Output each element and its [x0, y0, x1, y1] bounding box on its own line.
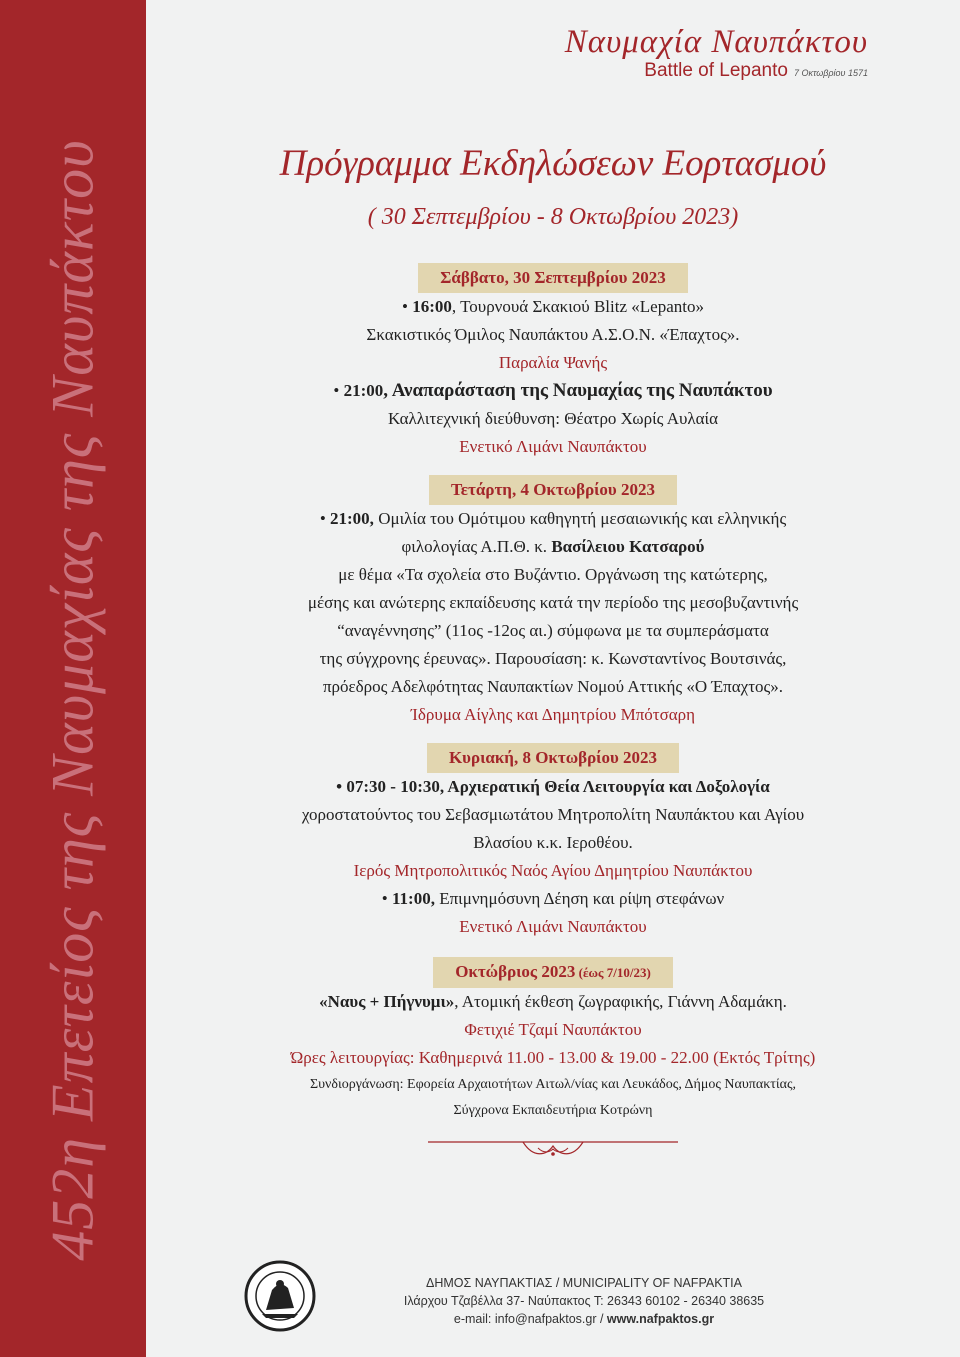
main-panel	[146, 0, 960, 1357]
event-title: , Αναπαράσταση της Ναυμαχίας της Ναυπάκτου	[383, 380, 773, 401]
event-text: Ομιλία του Ομότιμου καθηγητή μεσαιωνικής και ελληνικής	[373, 509, 787, 528]
footer-website-link[interactable]: www.nafpaktos.gr	[606, 1312, 715, 1326]
event-text-part: φιλολογίας Α.Π.Θ. κ.	[401, 537, 552, 556]
event-time: 21:00,	[330, 509, 374, 528]
event-organizer: Καλλιτεχνική διεύθυνση: Θέατρο Χωρίς Αυλαία	[387, 409, 719, 428]
municipality-seal-icon	[244, 1260, 316, 1332]
day-badge-sunday: Κυριακή, 8 Οκτωβρίου 2023	[427, 743, 679, 773]
badge-label: Οκτώβριος 2023	[455, 962, 576, 981]
co-organizers: Συνδιοργάνωση: Εφορεία Αρχαιοτήτων Αιτωλ/νίας και Λευκάδος, Δήμος Ναυπακτίας,	[309, 1077, 797, 1092]
section-gap	[146, 729, 960, 743]
event-location: Ίδρυμα Αίγλης και Δημητρίου Μπότσαρη	[410, 705, 696, 724]
footer-address: Ιλάρχου Τζαβέλλα 37- Ναύπακτος Τ: 26343 60102 - 26340 38635	[403, 1294, 765, 1308]
event-line: • 16:00, Τουρνουά Σκακιού Blitz «Lepanto»	[402, 297, 704, 316]
co-organizers: Σύγχρονα Εκπαιδευτήρια Κοτρώνη	[453, 1103, 653, 1118]
brand-block	[565, 22, 868, 84]
brand-date: 7 Οκτωβρίου 1571	[793, 68, 868, 78]
page-subtitle-dates: ( 30 Σεπτεμβρίου - 8 Οκτωβρίου 2023)	[367, 204, 739, 230]
day-section-october	[146, 957, 960, 1124]
brand-english-title: Battle of Lepanto	[644, 60, 788, 81]
section-gap	[146, 461, 960, 475]
badge-note: (έως 7/10/23)	[575, 965, 651, 980]
footer-contact-line	[324, 1310, 844, 1328]
event-text: πρόεδρος Αδελφότητας Ναυπακτίων Νομού Αττικής «Ο Έπαχτος».	[322, 677, 784, 696]
sidebar	[0, 0, 146, 1357]
event-location: Ενετικό Λιμάνι Ναυπάκτου	[459, 437, 647, 456]
program-content	[146, 263, 960, 1162]
page-title: Πρόγραμμα Εκδηλώσεων Εορτασμού	[279, 143, 827, 184]
speaker-name: Βασίλειου Κατσαρού	[551, 537, 705, 556]
event-text: “αναγέννησης” (11ος -12ος αι.) σύμφωνα με τα συμπεράσματα	[337, 621, 769, 640]
event-time: 16:00	[412, 297, 452, 316]
day-section-sunday	[146, 743, 960, 941]
event-text	[146, 533, 960, 561]
event-line: • 21:00, Ομιλία του Ομότιμου καθηγητή μεσαιωνικής και ελληνικής	[319, 509, 787, 528]
event-title: , Τουρνουά Σκακιού Blitz «Lepanto»	[451, 297, 704, 316]
brand-greek-title: Ναυμαχία Ναυπάκτου	[564, 24, 868, 60]
day-badge-october	[433, 957, 673, 988]
event-text: Βλασίου κ.κ. Ιεροθέου.	[473, 833, 633, 852]
day-section-saturday	[146, 263, 960, 461]
footer	[244, 1260, 844, 1332]
opening-hours: Ώρες λειτουργίας: Καθημερινά 11.00 - 13.00 & 19.00 - 22.00 (Εκτός Τρίτης)	[290, 1048, 816, 1067]
footer-org: ΔΗΜΟΣ ΝΑΥΠΑΚΤΙΑΣ / MUNICIPALITY OF NAFPAKTIA	[426, 1276, 742, 1290]
day-badge-saturday: Σάββατο, 30 Σεπτεμβρίου 2023	[418, 263, 687, 293]
event-organizer: Σκακιστικός Όμιλος Ναυπάκτου Α.Σ.Ο.Ν. «Έπαχτος».	[366, 325, 740, 344]
event-text: μέσης και ανώτερης εκπαίδευσης κατά την περίοδο της μεσοβυζαντινής	[307, 593, 799, 612]
event-line: • 21:00, Αναπαράσταση της Ναυμαχίας της Ναυπάκτου	[333, 380, 773, 401]
day-section-wednesday	[146, 475, 960, 729]
event-text: χοροστατούντος του Σεβασμιωτάτου Μητροπολίτη Ναυπάκτου και Αγίου	[301, 805, 805, 824]
event-location: Ιερός Μητροπολιτικός Ναός Αγίου Δημητρίου Ναυπάκτου	[353, 861, 753, 880]
event-location: Παραλία Ψανής	[498, 353, 608, 372]
event-line	[146, 988, 960, 1016]
exhibition-title: «Ναυς + Πήγνυμι»	[319, 992, 455, 1011]
event-time: 21:00	[343, 381, 384, 400]
event-title: 07:30 - 10:30, Αρχιερατική Θεία Λειτουργία και Δοξολογία	[346, 777, 770, 796]
event-line: • 07:30 - 10:30, Αρχιερατική Θεία Λειτουργία και Δοξολογία	[336, 777, 770, 796]
event-text: της σύγχρονης έρευνας». Παρουσίαση: κ. Κωνσταντίνος Βουτσινάς,	[319, 649, 787, 668]
event-line: • 11:00, Επιμνημόσυνη Δέηση και ρίψη στεφάνων	[381, 889, 725, 908]
event-time: 11:00,	[391, 889, 435, 908]
section-gap	[146, 941, 960, 957]
footer-email[interactable]: e-mail: info@nafpaktos.gr /	[453, 1312, 607, 1326]
event-text: με θέμα «Τα σχολεία στο Βυζάντιο. Οργάνωση της κατώτερης,	[338, 565, 768, 584]
decorative-ornament-icon	[428, 1132, 678, 1162]
event-location: Ενετικό Λιμάνι Ναυπάκτου	[459, 917, 647, 936]
event-location: Φετιχιέ Τζαμί Ναυπάκτου	[464, 1020, 642, 1039]
day-badge-wednesday: Τετάρτη, 4 Οκτωβρίου 2023	[429, 475, 677, 505]
sidebar-anniversary-title: 452η Επετείος της Ναυμαχίας της Ναυπάκτου	[39, 139, 106, 1261]
footer-contact	[324, 1274, 844, 1328]
brand-english-line	[565, 60, 868, 84]
event-text: , Ατομική έκθεση ζωγραφικής, Γιάννη Αδαμάκη.	[454, 992, 787, 1011]
event-title: Επιμνημόσυνη Δέηση και ρίψη στεφάνων	[434, 889, 725, 908]
